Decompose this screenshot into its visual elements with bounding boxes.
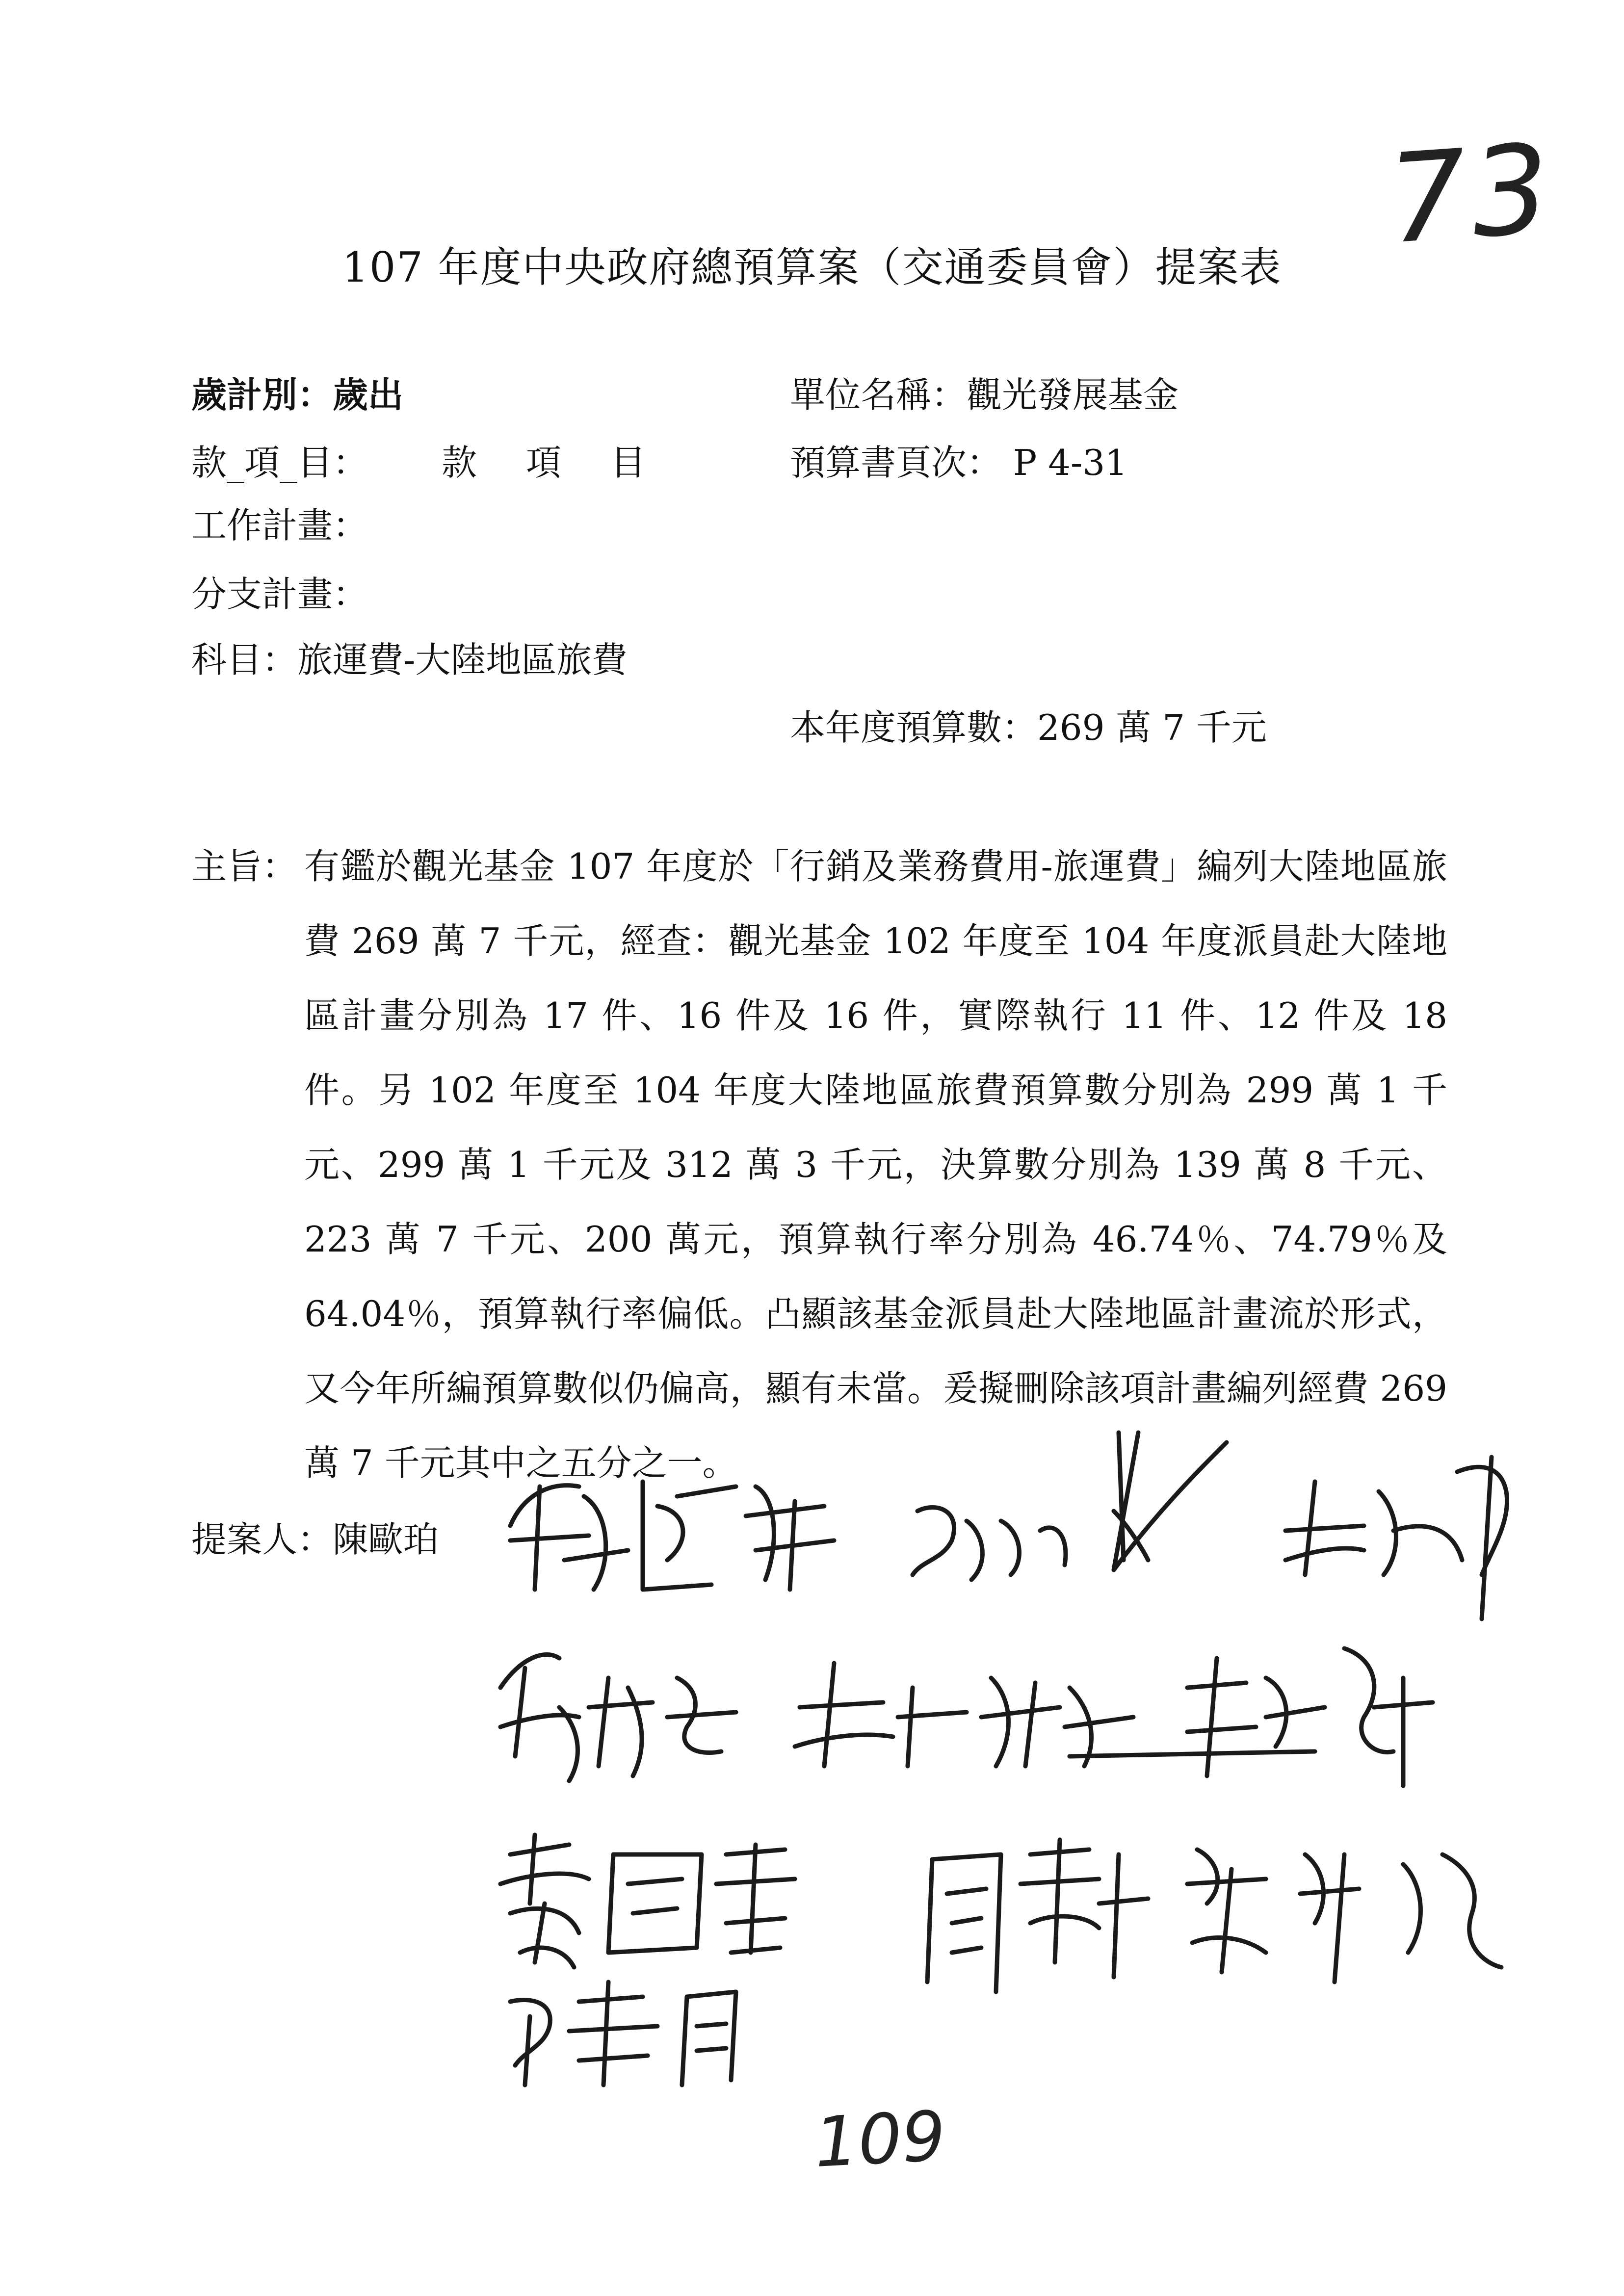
handwritten-page-number-top: 73 [1384,117,1559,271]
section-field [191,442,695,484]
work-plan: 工作計畫： [191,505,368,546]
account-category: 歲計別：歲出 [191,374,404,416]
budget-page: 預算書頁次： P 4-31 [790,442,1127,483]
unit-name: 單位名稱：觀光發展基金 [790,374,1179,416]
subject-text: 有鑑於觀光基金 107 年度於「行銷及業務費用-旅運費」編列大陸地區旅費 269 萬 7 千元，經查：觀光基金 102 年度至 104 年度派員赴大陸地區計畫分別為 17 件、16 件及 16 件，實際執行 11 件、12 件及 18 件。另 102 年度至 104 年度大陸地區旅費預算數分別為 299 萬 1 千元、299 萬 1 千元及 312 萬 3 千元，決算數分別為 139 萬 8 千元、223 萬 7 千元、200 萬元，預算執行率分別為 46.74％、74.79％及 64.04％，預算執行率偏低。凸顯該基金派員赴大陸地區計畫流於形式，又今年所編預算數似仍偏高，顯有未當。爰擬刪除該項計畫編列經費 269 萬 7 千元其中之五分之一。 [304,846,1447,1484]
section-value: 款項目 [442,442,695,483]
subject-label: 主旨： [191,846,298,887]
branch-plan: 分支計畫： [191,574,368,615]
document-title: 107 年度中央政府總預算案（交通委員會）提案表 [342,243,1282,291]
subject-item: 科目：旅運費-大陸地區旅費 [191,639,628,680]
budget-amount: 本年度預算數：269 萬 7 千元 [790,707,1267,748]
proposer: 提案人：陳歐珀 [191,1519,439,1560]
handwritten-page-number-bottom: 109 [812,2096,948,2183]
section-label: 款_項_目： [191,442,368,483]
signature-scribbles [481,1413,1609,2090]
handwritten-signatures [481,1413,1609,2090]
